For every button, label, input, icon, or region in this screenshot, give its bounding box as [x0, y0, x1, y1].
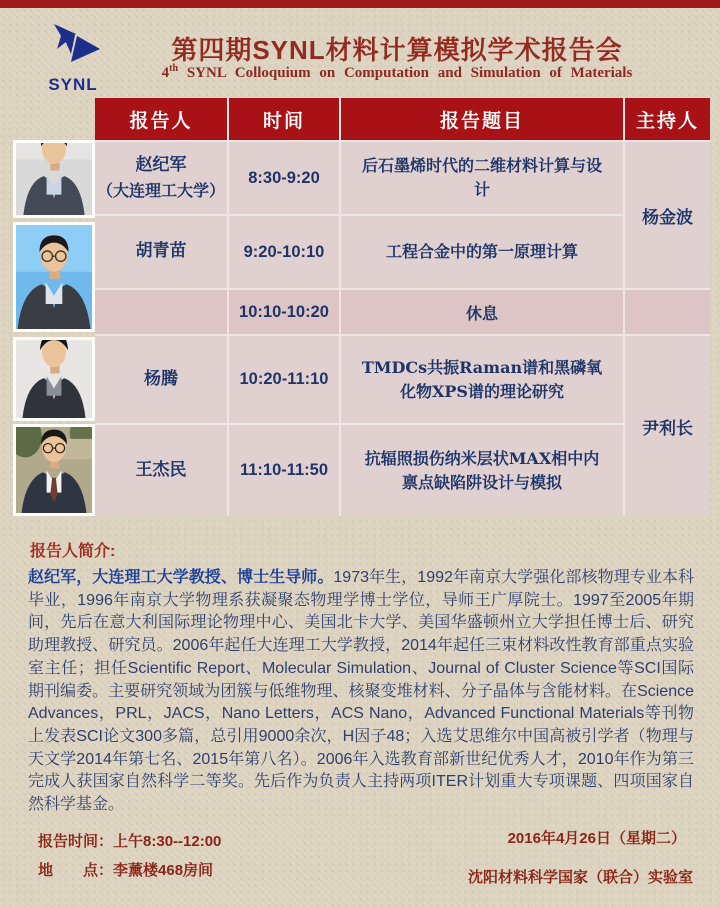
speaker-name: 赵纪军 [135, 155, 187, 176]
page-title: 第四期SYNL材料计算模拟学术报告会 [171, 35, 623, 65]
time-row1: 8:30-9:20 [229, 142, 339, 214]
subtitle-number: 4 [161, 65, 170, 81]
speaker-photo-wangjiemin [13, 424, 95, 516]
bio-heading: 报告人简介: [30, 543, 116, 560]
time-row2: 9:20-10:10 [229, 216, 339, 288]
speaker-name-row2: 胡青苗 [95, 216, 227, 288]
synl-logo-text: SYNL [48, 75, 98, 94]
topic-row5: 抗辐照损伤纳米层状MAX相中内禀点缺陷阱设计与模拟 [341, 425, 623, 516]
topic-row1: 后石墨烯时代的二维材料计算与设计 [341, 142, 623, 214]
speaker-affiliation: （大连理工大学） [96, 180, 225, 200]
speaker-name-row5: 王杰民 [95, 425, 227, 516]
synl-logo-icon [42, 22, 104, 74]
schedule-table [95, 98, 710, 516]
host-morning: 杨金波 [625, 142, 710, 288]
speaker-photo-yangteng [13, 337, 95, 421]
break-time: 10:10-10:20 [229, 290, 339, 334]
synl-logo [42, 22, 104, 92]
bio-paragraph [28, 567, 694, 817]
subtitle-text: SYNL Colloquium on Computation and Simulation of Materials [178, 65, 633, 81]
footer-location-value: 李薰楼468房间 [113, 862, 214, 879]
break-row-empty-speaker [95, 290, 227, 334]
footer-time-label: 报告时间： [38, 833, 114, 850]
subtitle-ordinal: th [169, 63, 179, 74]
page-subtitle [110, 63, 684, 82]
col-header-host: 主持人 [625, 98, 710, 140]
footer-time [38, 830, 221, 851]
host-late-morning: 尹利长 [625, 336, 710, 516]
top-red-bar [0, 0, 720, 8]
time-row5: 11:10-11:50 [229, 425, 339, 516]
col-header-speaker: 报告人 [95, 98, 227, 140]
time-row4: 10:20-11:10 [229, 336, 339, 423]
footer-location-label: 地 点： [38, 862, 114, 879]
speaker-name-row4: 杨腾 [95, 336, 227, 423]
speaker-photo-huqingmiao [13, 222, 95, 332]
bio-body: 1973年生，1992年南京大学强化部核物理专业本科毕业，1996年南京大学物理系获凝聚态物理学博士学位，导师王广厚院士。1997至2005年期间，先后在意大利国际理论物理中心、美国北卡大学、美国华盛顿州立大学担任博士后、研究助理教授、研究员。2006年起任大连理工大学教授，2014年起任三束材料改性教育部重点实验室主任；担任Scientific Report、Molecular Simulation、Journal of Cluster Science等SCI国际期刊编委。主要研究领域为团簇与低维物理、核聚变堆材料、分子晶体与含能材料。在Science Advances，PRL，JACS，Nano Letters，ACS Nano，Advanced Functional Materials等刊物上发表SCI论文300多篇，总引用9000余次，H因子48；入选艾思维尔中国高被引学者（物理与天文学2014年第七名、2015年第八名）。2006年入选教育部新世纪优秀人才，2010年作为第三完成人获国家自然科学二等奖。先后作为负责人主持两项ITER计划重大专项课题、四项国家自然科学基金。 [28, 569, 694, 814]
footer-time-value: 上午8:30--12:00 [113, 833, 222, 850]
bio-lead: 赵纪军，大连理工大学教授、博士生导师。 [28, 569, 334, 586]
footer-organizer: 沈阳材料科学国家（联合）实验室 [467, 869, 693, 886]
footer-location [38, 859, 213, 880]
footer-date: 2016年4月26日（星期二） [507, 830, 686, 847]
topic-row4: TMDCs共振Raman谱和黑磷氧化物XPS谱的理论研究 [341, 336, 623, 423]
topic-row2: 工程合金中的第一原理计算 [341, 216, 623, 288]
speaker-photo-zhaojijun [13, 140, 95, 218]
break-row-empty-host [625, 290, 710, 334]
col-header-time: 时间 [229, 98, 339, 140]
speaker-name-row1 [95, 142, 227, 214]
col-header-topic: 报告题目 [341, 98, 623, 140]
break-label: 休息 [341, 290, 623, 334]
